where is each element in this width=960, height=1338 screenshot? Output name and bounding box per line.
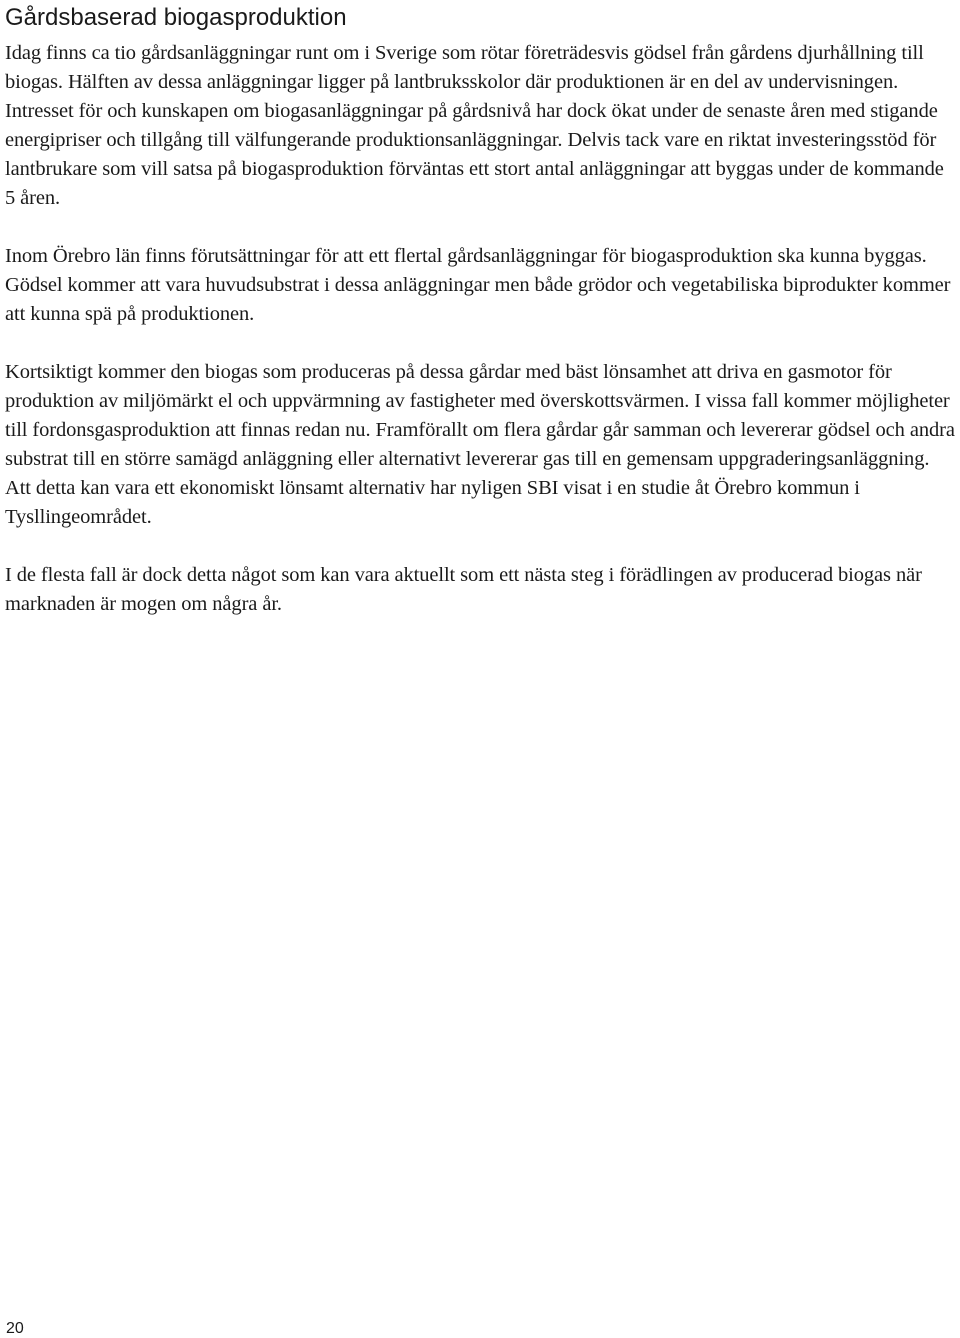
page-number: 20 — [6, 1320, 24, 1337]
paragraph-future: I de flesta fall är dock detta något som kan vara aktuellt som ett nästa steg i förädlingen av producerad biogas när marknaden är mogen om några år. — [5, 564, 922, 615]
paragraph-intro: Idag finns ca tio gårdsanläggningar runt om i Sverige som rötar företrädesvis gödsel från gårdens djurhållning till biogas. Hälften av dessa anläggningar ligger på lantbruksskolor där produktionen är en del av undervisningen. Intresset för och kunskapen om biogasanläggningar på gårdsnivå har dock ökat under de senaste åren med stigande energipriser och tillgång till välfungerande produktionsanläggningar. Delvis tack vare en riktat investeringsstöd för lantbrukare som vill satsa på biogasproduktion förväntas ett stort antal anläggningar att byggas under de kommande 5 åren. — [5, 42, 944, 209]
paragraph-short-term: Kortsiktigt kommer den biogas som produceras på dessa gårdar med bäst lönsamhet att driva en gasmotor för produktion av miljömärkt el och uppvärmning av fastigheter med överskottsvärmen. I vissa fall kommer möjligheter till fordonsgasproduktion att finnas redan nu. Framförallt om flera gårdar går samman och levererar gödsel och andra substrat till en större samägd anläggning eller alternativt levererar gas till en gemensam uppgraderingsanläggning. Att detta kan vara ett ekonomiskt lönsamt alternativ har nyligen SBI visat i en studie åt Örebro kommun i Tysllingeområdet. — [5, 361, 955, 528]
paragraph-orebro: Inom Örebro län finns förutsättningar för att ett flertal gårdsanläggningar för biogasproduktion ska kunna byggas. Gödsel kommer att vara huvudsubstrat i dessa anläggningar men både grödor och vegetabiliska biprodukter kommer att kunna spä på produktionen. — [5, 245, 951, 325]
section-title: Gårdsbaserad biogasproduktion — [5, 4, 347, 31]
document-page — [5, 0, 955, 619]
